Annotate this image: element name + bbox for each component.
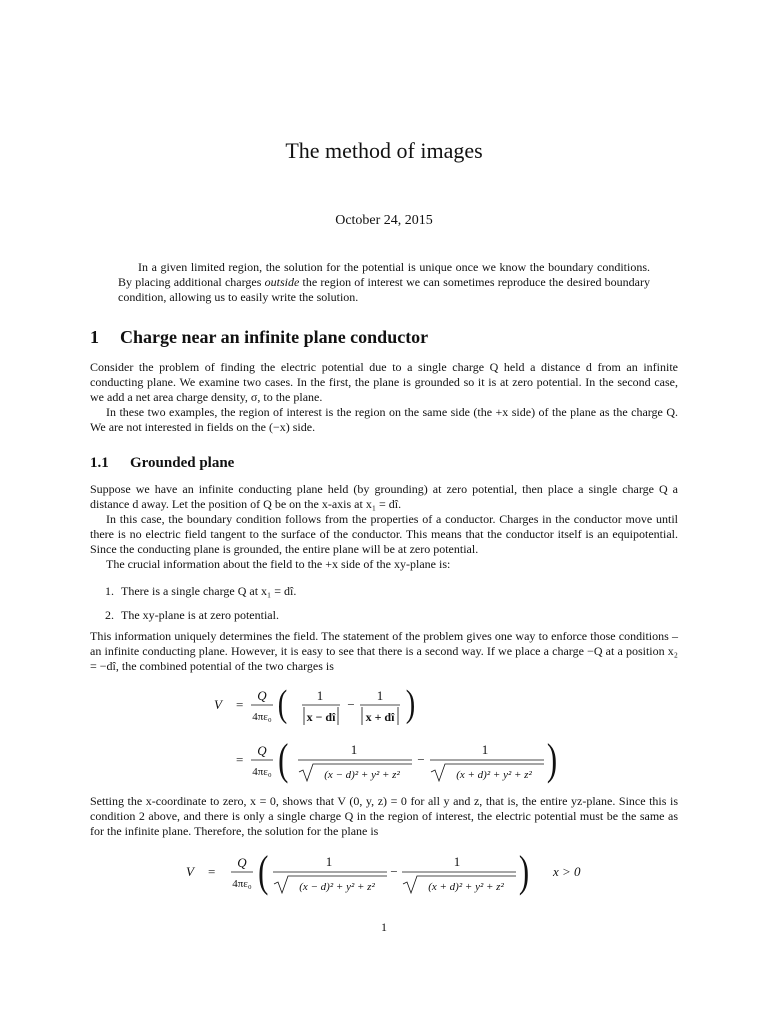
eq-lhs: V [214, 697, 222, 712]
subsection-paragraph-4: This information uniquely determines the field. The statement of the problem gives one way to enforce those conditions – an infinite conducting plane. However, it is easy to see that there is a second way. If we place a charge −Q at a position x₂ = −dî, the combined potential of the two charges is [90, 629, 678, 673]
subsection-title: Grounded plane [130, 455, 235, 471]
eq-charge: Q [257, 688, 267, 703]
equation-block-potential [0, 680, 768, 790]
eq-condition: x > 0 [553, 864, 581, 879]
subsection-body [90, 482, 678, 572]
subsection-paragraph-5-block [90, 794, 678, 839]
eq-numerator: 1 [325, 854, 333, 869]
publication-date: October 24, 2015 [335, 213, 433, 228]
section-title: Charge near an infinite plane conductor [120, 327, 429, 347]
eq-equals: = [208, 864, 216, 879]
right-paren: ) [405, 683, 416, 726]
eq-numerator: 1 [316, 688, 324, 703]
left-paren: ( [277, 683, 288, 726]
abstract-part-a: In a given limited region, the solution for the potential is unique once we know the boundary conditions. By placing additional charges [118, 260, 650, 289]
abstract [118, 260, 650, 305]
eq-charge: Q [257, 743, 267, 758]
page-title: The method of images [285, 138, 483, 163]
subsection-paragraph-4-block [90, 629, 678, 674]
eq-charge: Q [237, 855, 247, 870]
eq-equals: = [236, 697, 244, 712]
subsection-number: 1.1 [90, 455, 109, 471]
section-heading [90, 327, 428, 348]
subsection-heading [90, 455, 234, 472]
section1-body [90, 360, 678, 435]
abstract-part-c: the region of interest we can sometimes reproduce the desired boundary condition, allowing us to easily write the solution. [118, 275, 650, 304]
abstract-emphasis: outside [264, 275, 300, 289]
eq-minus: − [390, 864, 398, 879]
eq-equals: = [236, 752, 244, 767]
eq-numerator: 1 [350, 742, 358, 757]
list-item-text: There is a single charge Q at x₁ = dî. [121, 584, 297, 598]
subsection-paragraph-5: Setting the x-coordinate to zero, x = 0, shows that V (0, y, z) = 0 for all y and z, that is, the entire yz-plane. Since this is condition 2 above, and there is only a single charge Q in the region of interest, the electric potential must be the same as for the infinite plane. Therefore, the solution for the plane is [90, 794, 678, 838]
eq-numerator: 1 [453, 854, 461, 869]
subsection-paragraph-3: The crucial information about the field to the +x side of the xy-plane is: [106, 557, 451, 571]
subsection-paragraph-2: In this case, the boundary condition follows from the properties of a conductor. Charges in the conductor move until there is no electric field tangent to the surface of the conductor. This means that the conductor itself is an equipotential. Since the conducting plane is grounded, the entire plane will be at zero potential. [90, 512, 678, 556]
left-paren: ( [278, 735, 289, 785]
conditions-list [105, 584, 665, 632]
eq-denominator-1b: x + dî [365, 710, 395, 724]
eq-minus: − [417, 752, 425, 767]
list-item-text: The xy-plane is at zero potential. [121, 608, 279, 622]
right-paren: ) [518, 847, 530, 897]
eq-denominator-2b: (x + d)² + y² + z² [428, 881, 504, 893]
list-marker: 1. [105, 584, 114, 598]
page-number: 1 [381, 920, 387, 934]
eq-minus: − [347, 697, 355, 712]
eq-numerator: 1 [481, 742, 489, 757]
section1-paragraph-1: Consider the problem of finding the electric potential due to a single charge Q held a distance d from an infinite conducting plane. We examine two cases. In the first, the plane is grounded so it is at zero potential. In the second case, we add a net area charge density, σ, to the plane. [90, 360, 678, 404]
eq-denominator-2b: (x + d)² + y² + z² [456, 769, 532, 781]
equation-block-solution [0, 840, 768, 904]
eq-prefactor-denominator: 4πε₀ [232, 878, 252, 890]
eq-numerator: 1 [376, 688, 384, 703]
section-number: 1 [90, 327, 99, 347]
subsection-paragraph-1: Suppose we have an infinite conducting plane held (by grounding) at zero potential, then place a single charge Q a distance d away. Let the position of Q be on the x-axis at x₁ = dî. [90, 482, 678, 511]
eq-lhs: V [186, 864, 194, 879]
list-item [105, 584, 665, 608]
eq-prefactor-denominator: 4πε₀ [252, 711, 272, 723]
left-paren: ( [258, 847, 269, 897]
section1-paragraph-2: In these two examples, the region of interest is the region on the same side (the +x side) of the plane as the charge Q. We are not interested in fields on the (−x) side. [90, 405, 678, 434]
list-marker: 2. [105, 608, 114, 622]
eq-prefactor-denominator: 4πε₀ [252, 766, 272, 778]
eq-denominator-1a: x − dî [306, 710, 336, 724]
abstract-text [118, 260, 650, 305]
right-paren: ) [546, 735, 558, 785]
eq-denominator-2a: (x − d)² + y² + z² [324, 769, 400, 781]
eq-denominator-2a: (x − d)² + y² + z² [299, 881, 375, 893]
